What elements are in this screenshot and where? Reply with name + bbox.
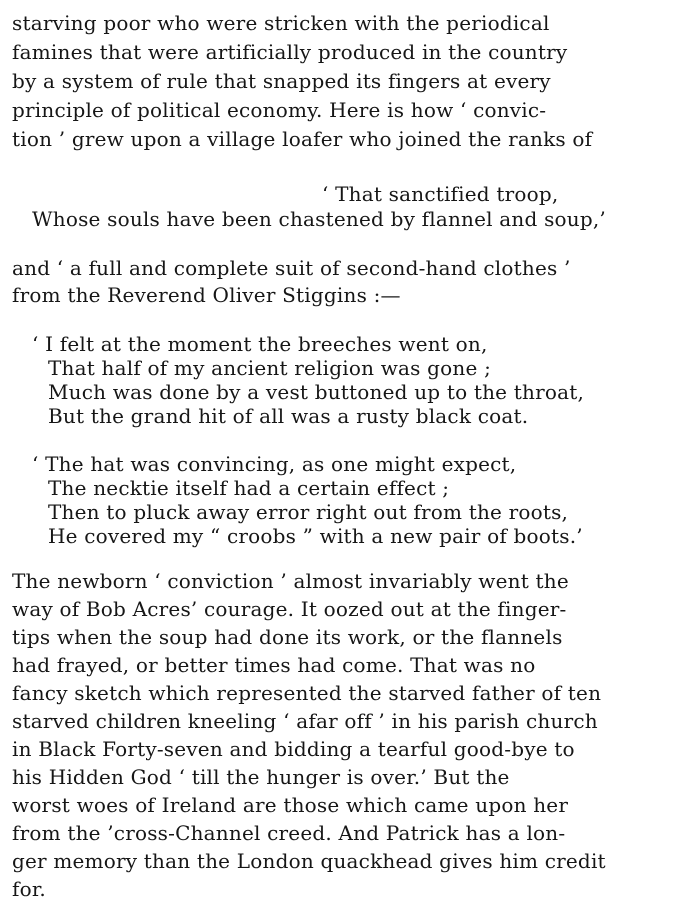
- text-line: for.: [12, 877, 46, 901]
- quote-line: Whose souls have been chastened by flannel and soup,’: [32, 207, 606, 231]
- text-line: in Black Forty-seven and bidding a tearful good-bye to: [12, 737, 575, 761]
- text-line: starving poor who were stricken with the periodical: [12, 11, 550, 35]
- verse-line: That half of my ancient religion was gone ;: [48, 356, 492, 380]
- text-line: from the ’cross-Channel creed. And Patrick has a lon-: [12, 821, 566, 845]
- text-line: way of Bob Acres’ courage. It oozed out at the finger-: [12, 597, 567, 621]
- text-line: principle of political economy. Here is how ‘ convic-: [12, 98, 547, 122]
- text-line: tion ’ grew upon a village loafer who joined the ranks of: [12, 127, 593, 151]
- verse-line: He covered my “ croobs ” with a new pair of boots.’: [48, 524, 583, 548]
- quote-line: ‘ That sanctified troop,: [322, 182, 559, 206]
- verse-line: ‘ The hat was convincing, as one might expect,: [32, 452, 517, 476]
- text-line: ger memory than the London quackhead gives him credit: [12, 849, 606, 873]
- text-line: by a system of rule that snapped its fingers at every: [12, 69, 551, 93]
- text-line: famines that were artificially produced in the country: [12, 40, 568, 64]
- verse-line: Much was done by a vest buttoned up to the throat,: [48, 380, 585, 404]
- text-line: worst woes of Ireland are those which came upon her: [12, 793, 569, 817]
- text-line: and ‘ a full and complete suit of second-hand clothes ’: [12, 256, 571, 280]
- text-line: his Hidden God ‘ till the hunger is over.’ But the: [12, 765, 510, 789]
- verse-line: Then to pluck away error right out from the roots,: [48, 500, 569, 524]
- text-line: starved children kneeling ‘ afar off ’ in his parish church: [12, 709, 598, 733]
- text-line: fancy sketch which represented the starved father of ten: [12, 681, 602, 705]
- verse-line: ‘ I felt at the moment the breeches went on,: [32, 332, 488, 356]
- text-line: tips when the soup had done its work, or the flannels: [12, 625, 563, 649]
- verse-line: But the grand hit of all was a rusty black coat.: [48, 404, 529, 428]
- text-line: from the Reverend Oliver Stiggins :—: [12, 283, 401, 307]
- text-line: had frayed, or better times had come. That was no: [12, 653, 536, 677]
- verse-line: The necktie itself had a certain effect ;: [48, 476, 450, 500]
- text-line: The newborn ‘ conviction ’ almost invariably went the: [12, 569, 569, 593]
